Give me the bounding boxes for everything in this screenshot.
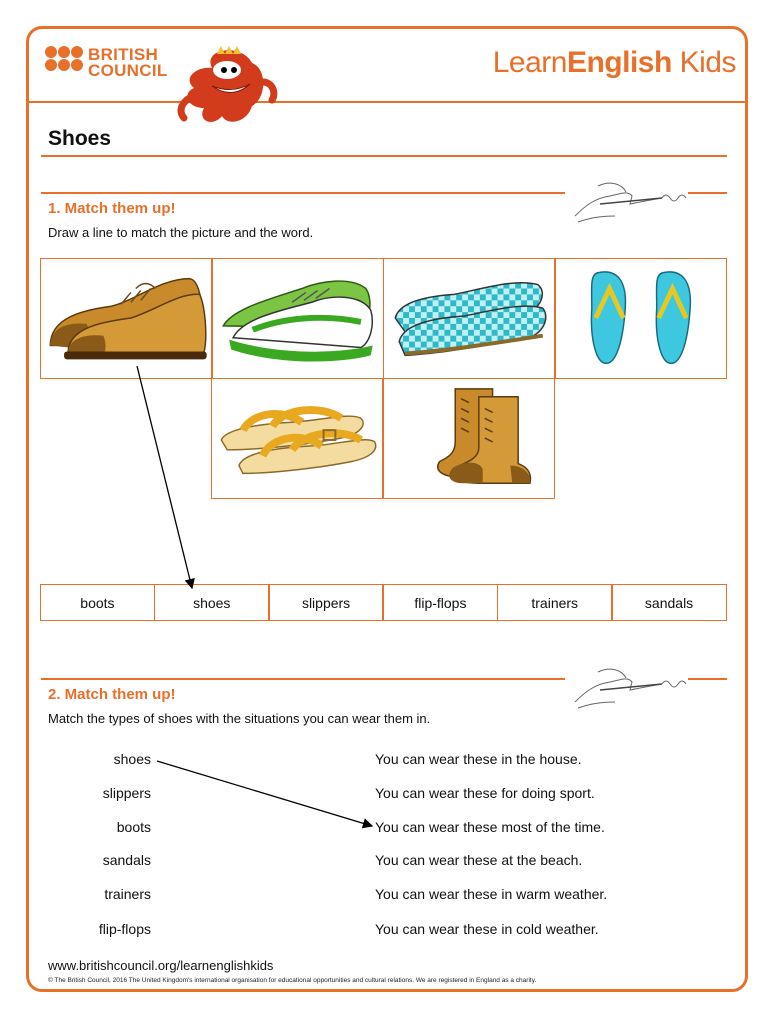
section2-title: 2. Match them up! <box>48 686 176 703</box>
match-left-item[interactable]: boots <box>116 819 151 835</box>
word-sandals[interactable]: sandals <box>611 584 727 621</box>
british-council-logo-icon <box>44 45 84 81</box>
word-row <box>41 584 727 621</box>
word-shoes[interactable]: shoes <box>154 584 270 621</box>
picture-grid-row2 <box>212 378 555 499</box>
page-title: Shoes <box>48 127 112 150</box>
org-line1: BRITISH <box>88 45 159 64</box>
pencil-hand-icon-2 <box>570 662 688 716</box>
learnenglish-kids-logo <box>493 46 736 80</box>
slippers-picture-icon <box>384 259 555 378</box>
match-right-item[interactable]: You can wear these at the beach. <box>375 852 583 868</box>
footer-url-link[interactable]: www.britishcouncil.org/learnenglishkids <box>48 958 274 973</box>
match-right-item[interactable]: You can wear these in the house. <box>375 751 582 767</box>
word-slippers[interactable]: slippers <box>268 584 384 621</box>
section1-title: 1. Match them up! <box>48 200 176 217</box>
picture-cell-slippers[interactable] <box>383 258 556 379</box>
word-flip-flops[interactable]: flip-flops <box>382 584 498 621</box>
word-boots[interactable]: boots <box>40 584 156 621</box>
picture-cell-trainers[interactable] <box>211 258 384 379</box>
section1-divider-right <box>688 192 727 194</box>
picture-cell-sandals[interactable] <box>211 378 384 499</box>
match-right-item[interactable]: You can wear these for doing sport. <box>375 785 595 801</box>
pencil-hand-icon <box>570 176 688 230</box>
match-left-item[interactable]: shoes <box>113 751 151 767</box>
trainers-picture-icon <box>212 259 383 378</box>
page-frame <box>26 26 748 992</box>
match-left-item[interactable]: trainers <box>104 886 151 902</box>
flip-flops-picture-icon <box>555 259 726 378</box>
picture-cell-flip-flops[interactable] <box>554 258 727 379</box>
match-right-item[interactable]: You can wear these in cold weather. <box>375 921 599 937</box>
header-divider <box>29 101 745 103</box>
picture-cell-shoes[interactable] <box>40 258 213 379</box>
org-line2: COUNCIL <box>88 61 168 80</box>
match-right-item[interactable]: You can wear these in warm weather. <box>375 886 608 902</box>
picture-grid-row1 <box>41 258 727 379</box>
match-left-item[interactable]: flip-flops <box>98 921 151 937</box>
boots-picture-icon <box>383 379 554 498</box>
title-divider <box>41 155 727 157</box>
section2-divider-right <box>688 678 727 680</box>
british-council-wordmark <box>88 47 168 79</box>
brand-part1: Learn <box>492 46 567 79</box>
shoes-picture-icon <box>41 259 212 378</box>
word-trainers[interactable]: trainers <box>497 584 613 621</box>
section1-divider-left <box>41 192 565 194</box>
match-left-item[interactable]: slippers <box>102 785 151 801</box>
picture-cell-boots[interactable] <box>382 378 555 499</box>
section1-instruction: Draw a line to match the picture and the word. <box>48 225 314 240</box>
brand-part2: English <box>566 46 672 79</box>
section2-instruction: Match the types of shoes with the situations you can wear them in. <box>48 711 431 726</box>
footer-copyright: © The British Council, 2016 The United Kingdom's international organisation for educational opportunities and cultural relations. We are registered in England as a charity. <box>48 977 537 984</box>
match-right-item[interactable]: You can wear these most of the time. <box>375 819 605 835</box>
mascot-monster-icon <box>172 38 282 130</box>
section2-divider-left <box>41 678 565 680</box>
match-left-item[interactable]: sandals <box>102 852 151 868</box>
brand-part3: Kids <box>671 46 736 79</box>
sandals-picture-icon <box>212 379 383 498</box>
